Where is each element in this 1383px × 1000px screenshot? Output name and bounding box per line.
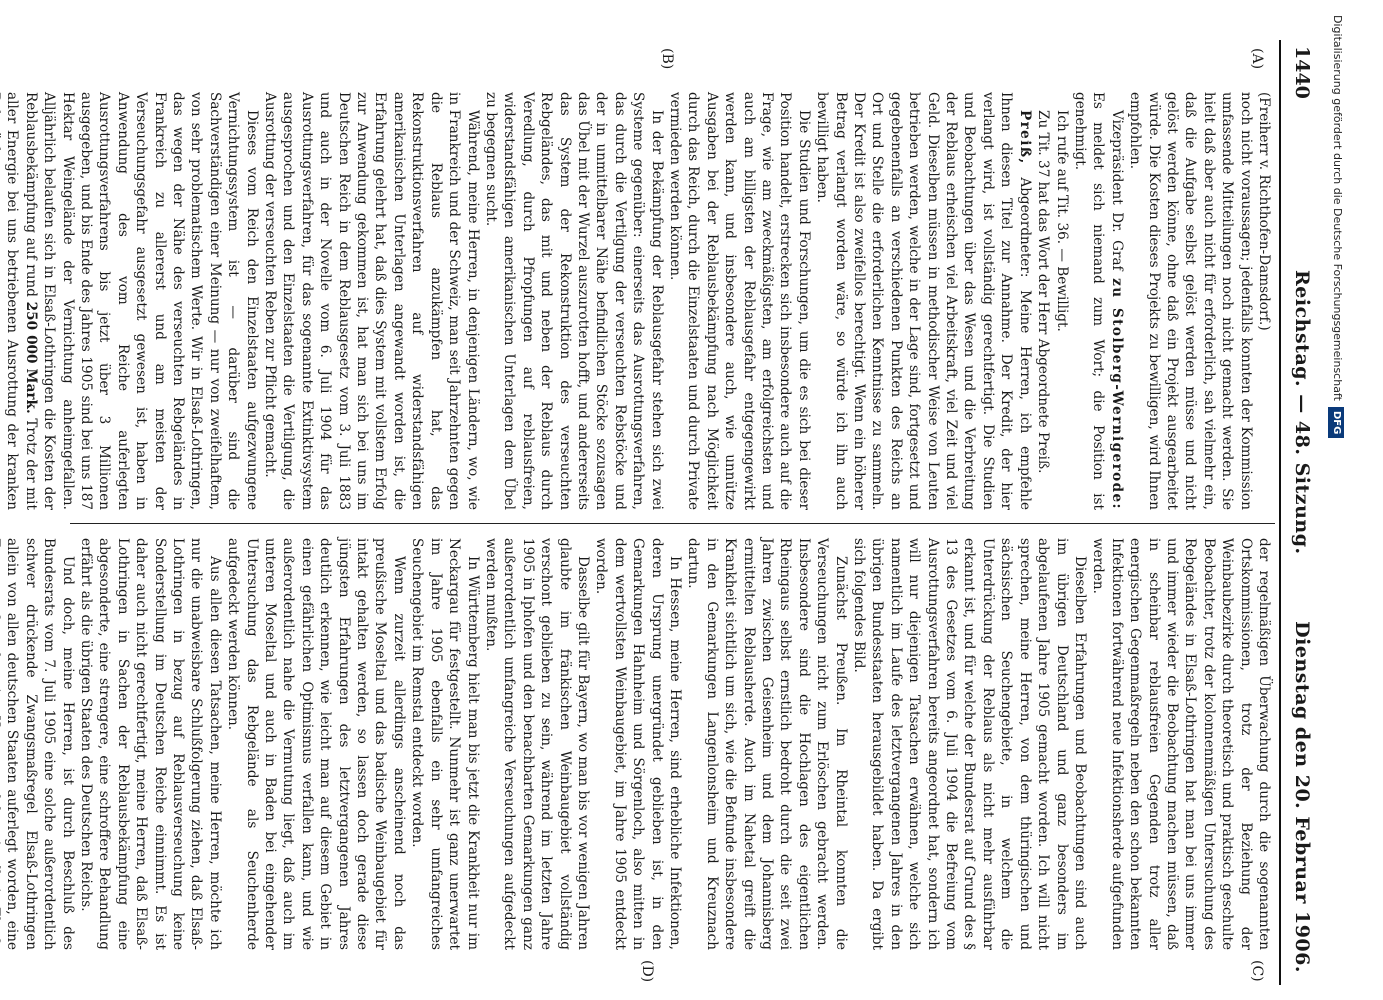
digitization-text: Digitalisierung gefördert durch die Deutsche Forschungsgemeinschaft — [1331, 15, 1344, 401]
paragraph: Aus allen diesen Tatsachen, meine Herren, möchte ich nur die unabweisbare Schlußfolgerung ziehen, daß Elsaß-Lothringen in bezug auf Reblausverseuchung keine Sonderstellung im Deutschen Reiche einnimmt. Es ist daher auch nicht gerechtfertigt, meine Herren, daß Elsaß-Lothringen in Sachen der Reblausbekämpfung eine abgesonderte, eine strengere, eine schroffere Behandlung erfährt als die übrigen Staaten des Deutschen Reichs. — [78, 538, 223, 950]
paragraph: Zu Tit. 37 hat das Wort der Herr Abgeordnete Preiß. — [1035, 110, 1052, 474]
speaker-continued: (Freiherr v. Richthofen-Damsdorf.) — [1256, 92, 1272, 331]
document-page — [4, 40, 1325, 985]
page-header — [1279, 40, 1325, 985]
vp-text: Es meldet sich niemand zum Wort; die Position ist genehmigt. — [1071, 92, 1107, 510]
speaker-name: Preiß, — [1016, 110, 1033, 165]
left-column — [4, 92, 1273, 510]
paragraph: Dieselben Erfahrungen und Beobachtungen sind auch im übrigen Deutschland und ganz besonders im abgelaufenen Jahre 1905 gemacht worden. Ich will nicht sprechen, meine Herren, von dem thüringischen und sächsischen Seuchengebiete, in welchem die Unterdrückung der Reblaus als nicht mehr ausführbar erkannt ist, und für welche der Bundesrat auf Grund des § 13 des Gesetzes vom 6. Juli 1904 die Befreiung vom Ausrottungsverfahren bereits angeordnet hat, sondern ich will nur diejenigen Tatsachen erwähnen, welche sich namentlich im Laufe des letztvergangenen Jahres in den übrigen Bundesstaaten herausgebildet haben. Da ergibt sich folgendes Bild. — [851, 538, 1088, 950]
digitization-note — [1325, 15, 1349, 985]
vice-president-statement — [1071, 92, 1126, 510]
paragraph: In Hessen, meine Herren, sind erhebliche Infektionen, deren Ursprung unergründet geblieben ist, in den Gemarkungen Hahnheim und Sörgenloch, also mitten in dem wertvollsten Weinbaugebiet, im Jahre 1905 entdeckt worden. — [593, 538, 683, 950]
dfg-logo: DFG — [1328, 407, 1344, 438]
paragraph-text: Trotz der mit aller Energie bei uns betriebenen Ausrottung der kranken — [4, 92, 39, 510]
margin-marker-d: (D) — [639, 960, 655, 983]
preiss-statement — [813, 92, 1034, 510]
session-title: Reichstag. — 48. Sitzung. — [1291, 270, 1313, 555]
paragraph: der regelmäßigen Überwachung durch die sogenannten Ortskommissionen, trotz der Beziehung der Weinbaubezirke durch theoretisch und praktisch geschulte Beobachter, trotz der kolonnenmäßigen Untersuchung des Rebgeländes in Elsaß-Lothringen hat man bei uns immer und immer wieder die Beobachtung machen müssen, daß in scheinbar reblausfreien Gegenden trotz aller energischen Gegenmaßregeln neben den schon bekannten Infektionen fortwährend neue Infektionsherde aufgefunden werden. — [1090, 538, 1272, 950]
paragraph: In der Bekämpfung der Reblausgefahr stehen sich zwei Systeme gegenüber: einerseits das Ausrottungsverfahren, das durch die Vertilgung der verseuchten Rebstöcke und der in unmittelbarer Nähe befindlichen Stöcke sozusagen das Übel mit der Wurzel auszurotten hofft, und andererseits das System der Rekonstruktion des verseuchten Rebgeländes, das mit und neben der Reblaus durch Veredlung, durch Pfropfungen auf reblausfreien, widerstandsfähigen amerikanischen Unterlagen dem Übel zu begegnen sucht. — [482, 92, 665, 510]
paragraph: noch nicht voraussagen; jedenfalls konnten der Kommission umfassende Mitteilungen noch nicht gemacht werden. Sie hielt daß aber auch nicht für erforderlich, sah vielmehr ein, daß die Aufgabe selbst gelöst werden müsse und nicht gelöst werden könne, ohne daß ein Projekt ausgearbeitet würde. Die Kosten dieses Projekts zu bewilligen, wird Ihnen empfohlen. — [1127, 92, 1254, 510]
paragraph: Ich rufe auf Tit. 36. — Bewilligt. — [1053, 110, 1070, 332]
session-date: Dienstag den 20. Februar 1906. — [1291, 621, 1313, 973]
paragraph: In Württemberg hielt man bis jetzt die Krankheit nur im Neckargau für festgestellt. Nunmehr ist ganz unerwartet im Jahre 1905 ebenfalls ein sehr umfangreiches Seuchengebiet im Remstal entdeckt worden. — [409, 538, 481, 950]
page-number: 1440 — [1291, 46, 1313, 99]
margin-marker-c: (C) — [1249, 960, 1265, 982]
vp-name: zu Stolberg-Wernigerode: — [1108, 278, 1125, 510]
paragraph: Wenn zurzeit allerdings anscheinend noch das preußische Moseltal und das badische Weinbaugebiet für intakt gehalten werden, so lassen doch gerade diese jüngsten Erfahrungen des letztvergangenen Jahres deutlich erkennen, wie leicht man auf diesem Gebiet in einen gefährlichen Optimismus verfallen kann, und wie außerordentlich nahe die Vermutung liegt, daß auch im unteren Moseltal und auch in Baden bei eingehender Untersuchung das Rebgelände als Seuchenherde aufgedeckt werden können. — [225, 538, 407, 950]
paragraph — [0, 92, 261, 510]
paragraph: Und doch, meine Herren, ist durch Beschluß des Bundesrats vom 7. Juli 1905 eine solche außerordentlich schwer drückende Zwangsmaßregel Elsaß-Lothringen allein von allen deutschen Staaten auferlegt worden, eine — [4, 538, 76, 950]
margin-marker-b: (B) — [659, 48, 675, 70]
paragraph: Während, meine Herren, in denjenigen Ländern, wo, wie in Frankreich und der Schweiz, man seit Jahrzehnten gegen die Reblaus anzukämpfen hat, das Rekonstruktionsverfahren auf widerstandsfähigen amerikanischen Unterlagen angewandt worden ist, die Erfahrung gelehrt hat, daß dies System mit vollstem Erfolg zur Anwendung gekommen ist, hat man sich bei uns im Deutschen Reich in dem Reblausgesetz vom 3. Juli 1883 und auch in der Novelle vom 6. Juli 1904 für das Ausrottungsverfahren, für das sogenannte Extinktivsystem ausgesprochen und den Einzelstaaten die Vertilgung, die Ausrottung der verseuchten Reben zur Pflicht gemacht. — [262, 92, 481, 510]
vp-prefix: Vizepräsident Dr. Graf — [1108, 110, 1125, 271]
paragraph: Dasselbe gilt für Bayern, wo man bis vor wenigen Jahren glaubte im fränkischen Weinbaugebiet vollständig verschont geblieben zu sein, während im letzten Jahre 1905 in Iphofen und den benachbarten Gemarkungen ganz außerordentlich umfangreiche Verseuchungen aufgedeckt werden mußten. — [482, 538, 591, 950]
column-divider — [70, 523, 1275, 524]
paragraph: Die Studien und Forschungen, um die es sich bei dieser Position handelt, erstrecken sich insbesondere auch auf die Frage, wie am zweckmäßigsten, am erfolgreichsten und auch am billigsten der Reblausgefahr entgegengewirkt werden kann, und insbesondere auch, wie unnütze Ausgaben bei der Reblausbekämpfung nach Möglichkeit durch das Reich, durch die Einzelstaaten und durch Private vermieden werden können. — [667, 92, 812, 510]
paragraph-text: Dieses vom Reich den Einzelstaaten aufgezwungene Vernichtungssystem ist — darüber sind die Sachverständigen einer Meinung — nur von zweifelhaftem, von sehr problematischem Werte. Wir in Elsaß-Lothringen, das wegen der Nähe des verseuchten Rebgeländes in Frankreich zu allererst und am meisten der Verseuchungsgefahr ausgesetzt gewesen ist, haben in Anwendung des vom Reiche auferlegten Ausrottungsverfahrens bis jetzt über 3 Millionen ausgegeben, und bis Ende des Jahres 1905 sind bei uns 187 Hektar Weingelände der Vernichtung anheimgefallen. Alljährlich belaufen sich in Elsaß-Lothringen die Kosten der Reblausbekämpfung auf rund — [22, 92, 260, 510]
amount: 250 000 Mark. — [22, 301, 39, 414]
margin-marker-a: (A) — [1249, 48, 1265, 70]
speaker-text: Abgeordneter: Meine Herren, ich empfehle Ihnen diesen Titel zur Annahme. Der Kredit, der hier verlangt wird, ist vollständig gerechtfertigt. Die Studien und Beobachtungen über das Wesen und die Verbreitung der Reblaus erheischen viel Arbeitskraft, viel Zeit und viel Geld. Dieselben müssen in methodischer Weise von Leuten betrieben werden, welche in der Lage sind, fortgesetzt und gegebenenfalls an verschiedenen Punkten des Reichs an Ort und Stelle die erforderlichen Kenntnisse zu sammeln. Der Kredit ist also zweifellos berechtigt. Wenn ein höherer Betrag verlangt worden wäre, so würde ich ihn auch bewilligt haben. — [814, 92, 1033, 510]
right-column — [4, 538, 1273, 950]
paragraph: Zunächst Preußen. Im Rheintal konnten die Verseuchungen nicht zum Erlöschen gebracht werden. Insbesondere sind die Hochlagen des eigentlichen Rheingaus selbst ernstlich bedroht durch die seit zwei Jahren zwischen Geisenheim und dem Johannisberg ermittelten Reblausherde. Auch im Nahetal greift die Krankheit sichtlich um sich, wie die Befunde insbesondere in den Gemarkungen Langenlonsheim und Kreuznach dartun. — [685, 538, 849, 950]
